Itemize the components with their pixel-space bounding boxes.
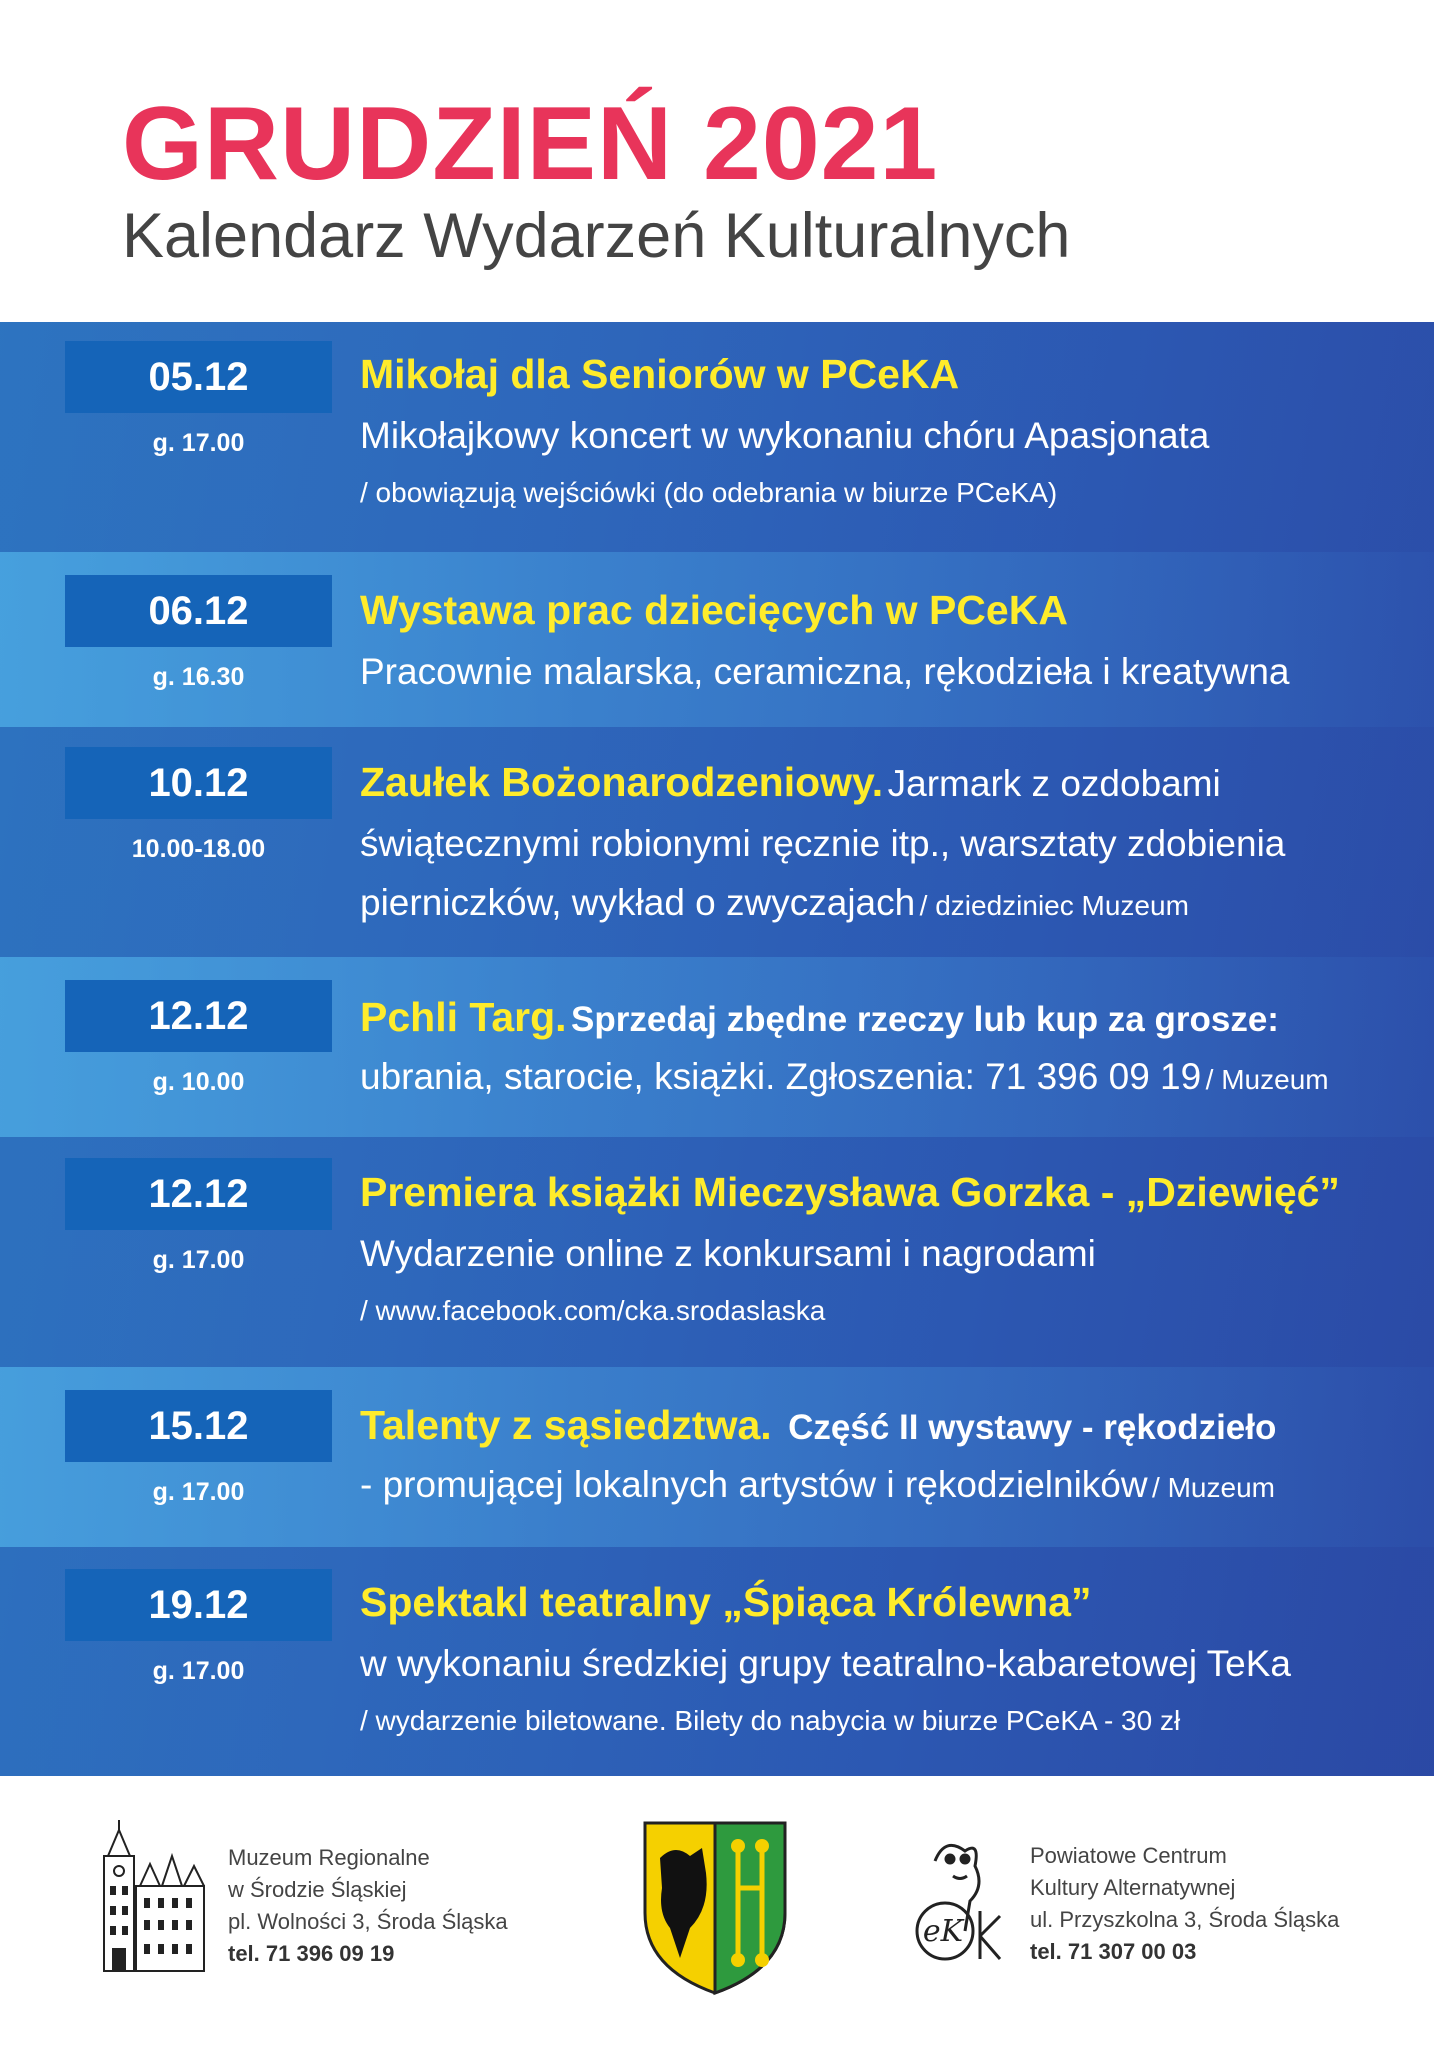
event-title: Wystawa prac dziecięcych w PCeKA (360, 587, 1068, 633)
event-title: Talenty z sąsiedztwa. (360, 1402, 772, 1448)
event-date: 12.12 (65, 1158, 332, 1230)
event-time: g. 17.00 (152, 1246, 245, 1274)
event-description: w wykonaniu średzkiej grupy teatralno-kabaretowej TeKa (360, 1643, 1291, 1684)
event-description: - promującej lokalnych artystów i rękodzielników (360, 1464, 1148, 1505)
event-row (0, 552, 1434, 727)
event-description: Jarmark z ozdobami (887, 763, 1221, 804)
center-address: ul. Przyszkolna 3, Środa Śląska (1030, 1907, 1340, 1932)
event-date: 19.12 (65, 1569, 332, 1641)
event-description: ubrania, starocie, książki. Zgłoszenia: 71 396 09 19 (360, 1056, 1202, 1097)
event-time: g. 17.00 (152, 429, 245, 457)
event-note: / www.facebook.com/cka.srodaslaska (360, 1295, 826, 1326)
event-date: 06.12 (65, 575, 332, 647)
event-note: / dziedziniec Muzeum (919, 890, 1189, 921)
event-content (360, 587, 1420, 692)
event-description: pierniczków, wykład o zwyczajach (360, 882, 916, 923)
event-time: 10.00-18.00 (131, 835, 266, 863)
event-note: / Muzeum (1205, 1064, 1329, 1095)
event-description: Pracownie malarska, ceramiczna, rękodzieła i kreatywna (360, 651, 1290, 692)
event-date: 10.12 (65, 747, 332, 819)
center-name-line2: Kultury Alternatywnej (1030, 1875, 1236, 1900)
event-description: Mikołajkowy koncert w wykonaniu chóru Apasjonata (360, 415, 1210, 456)
event-note: / obowiązują wejściówki (do odebrania w biurze PCeKA) (360, 477, 1058, 508)
event-description: świątecznymi robionymi ręcznie itp., warsztaty zdobienia (360, 823, 1286, 864)
coat-of-arms-icon (640, 1818, 790, 1998)
header (0, 0, 1434, 322)
events-list (0, 322, 1434, 1776)
event-time: g. 16.30 (152, 663, 245, 691)
event-content (360, 759, 1420, 923)
page-subtitle: Kalendarz Wydarzeń Kulturalnych (122, 201, 1071, 271)
page-title: GRUDZIEŃ 2021 (122, 86, 939, 202)
event-row (0, 957, 1434, 1137)
event-description: Wydarzenie online z konkursami i nagrodami (360, 1233, 1096, 1274)
event-note: / Muzeum (1152, 1472, 1275, 1503)
event-row (0, 1547, 1434, 1776)
pceka-logo-text: eK (922, 1914, 964, 1949)
event-row (0, 1367, 1434, 1547)
event-row (0, 322, 1434, 552)
museum-city: w Środzie Śląskiej (228, 1877, 407, 1902)
event-content (360, 994, 1420, 1097)
museum-address: pl. Wolności 3, Środa Śląska (228, 1909, 508, 1934)
event-date: 05.12 (65, 341, 332, 413)
event-time: g. 17.00 (152, 1657, 245, 1685)
museum-phone: tel. 71 396 09 19 (228, 1941, 395, 1966)
event-content (360, 1169, 1420, 1326)
event-title: Premiera książki Mieczysława Gorzka - „Dziewięć” (360, 1169, 1340, 1215)
footer (0, 1776, 1434, 2048)
event-content (360, 1579, 1420, 1736)
event-title: Zaułek Bożonarodzeniowy. (360, 759, 884, 805)
center-info (1030, 1840, 1339, 1968)
event-title: Spektakl teatralny „Śpiąca Królewna” (360, 1579, 1092, 1625)
event-content (360, 351, 1420, 508)
center-phone: tel. 71 307 00 03 (1030, 1939, 1197, 1964)
event-date: 12.12 (65, 980, 332, 1052)
museum-info (228, 1842, 508, 1970)
event-row (0, 727, 1434, 957)
pceka-giraffe-logo-icon (905, 1831, 1005, 1966)
event-content (360, 1402, 1420, 1505)
event-description: Część II wystawy - rękodzieło (788, 1408, 1277, 1447)
museum-building-icon (100, 1816, 208, 1976)
event-note: / wydarzenie biletowane. Bilety do nabycia w biurze PCeKA - 30 zł (360, 1705, 1181, 1736)
event-time: g. 10.00 (152, 1068, 245, 1096)
event-time: g. 17.00 (152, 1478, 245, 1506)
center-name-line1: Powiatowe Centrum (1030, 1843, 1227, 1868)
event-title: Mikołaj dla Seniorów w PCeKA (360, 351, 960, 397)
event-row (0, 1137, 1434, 1367)
event-title: Pchli Targ. (360, 994, 567, 1040)
event-date: 15.12 (65, 1390, 332, 1462)
museum-name: Muzeum Regionalne (228, 1845, 430, 1870)
event-description: Sprzedaj zbędne rzeczy lub kup za grosze: (571, 1000, 1279, 1039)
